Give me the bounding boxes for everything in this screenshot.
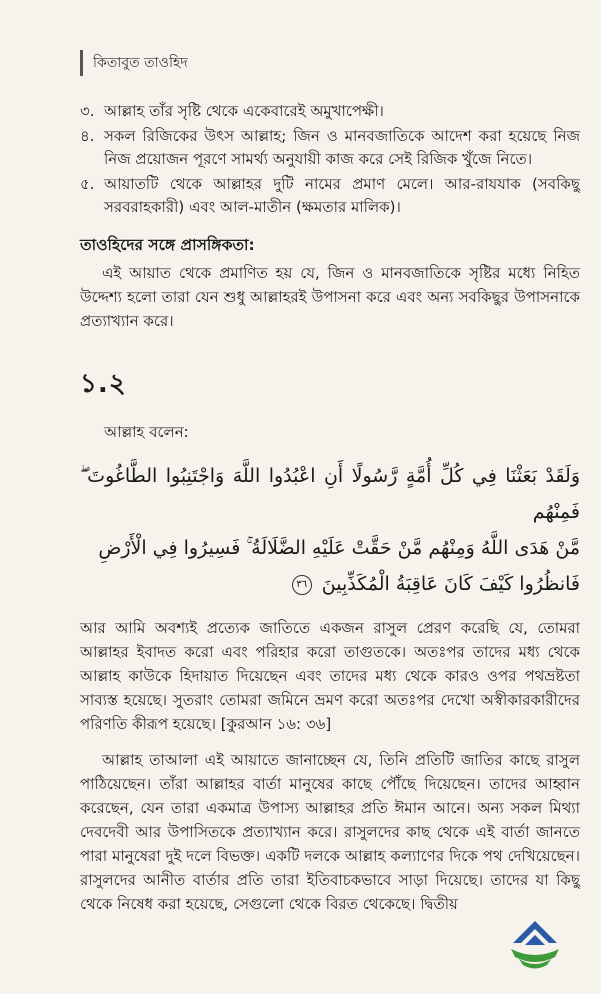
arabic-line-text: فَانظُرُوا كَيْفَ كَانَ عَاقِبَةُ الْمُكَذِّبِينَ	[321, 573, 580, 595]
list-marker: ৫.	[80, 175, 95, 193]
relevance-heading: তাওহিদের সঙ্গে প্রাসঙ্গিকতা:	[80, 236, 255, 254]
relevance-paragraph: এই আয়াত থেকে প্রমাণিত হয় যে, জিন ও মানবজাতিকে সৃষ্টির মধ্যে নিহিত উদ্দেশ্য হলো তারা যেন শুধু আল্লাহরই উপাসনা করে এবং অন্য সবকিছুর উপাসনাকে প্রত্যাখ্যান করে।	[80, 264, 580, 330]
page-content	[80, 100, 580, 916]
list-item-text: আল্লাহ তাঁর সৃষ্টি থেকে একেবারেই অমুখাপেক্ষী।	[104, 102, 384, 120]
verse-translation: আর আমি অবশ্যই প্রত্যেক জাতিতে একজন রাসুল প্রেরণ করেছি যে, তোমরা আল্লাহর ইবাদত করো এবং পরিহার করো তাগুতকে। অতঃপর তাদের মধ্য থেকে আল্লাহ কাউকে হিদায়াত দিয়েছেন এবং তাদের মধ্য থেকে কারও ওপর পথভ্রষ্টতা সাব্যস্ত হয়েছে। সুতরাং তোমরা জমিনে ভ্রমণ করো অতঃপর দেখো অস্বীকারকারীদের পরিণতি কীরূপ হয়েছে। [কুরআন ১৬: ৩৬]	[80, 619, 580, 733]
arabic-verse	[80, 458, 580, 602]
list-item	[80, 125, 580, 171]
arabic-line: مَّنْ هَدَى اللَّهُ وَمِنْهُم مَّنْ حَقَّتْ عَلَيْهِ الضَّلَالَةُ ۚ فَسِيرُوا فِي الْأَرْضِ	[98, 537, 580, 559]
list-marker: ৪.	[80, 127, 95, 145]
section-number: ১.২	[80, 369, 127, 399]
list-item	[80, 100, 580, 123]
ayah-number-marker: ٣٦	[292, 575, 312, 595]
verse-intro: আল্লাহ বলেন:	[104, 423, 189, 441]
list-item-text: আয়াতটি থেকে আল্লাহর দুটি নামের প্রমাণ মেলে। আর-রাযযাক (সবকিছু সরবরাহকারী) এবং আল-মাতীন (ক্ষমতার মালিক)।	[104, 175, 580, 216]
publisher-logo-icon	[505, 915, 565, 975]
list-marker: ৩.	[80, 102, 95, 120]
running-head: কিতাবুত তাওহিদ	[80, 50, 188, 76]
list-item-text: সকল রিজিকের উৎস আল্লাহ; জিন ও মানবজাতিকে আদেশ করা হয়েছে নিজ নিজ প্রয়োজন পূরণে সামর্থ্য অনুযায়ী কাজ করে সেই রিজিক খুঁজে নিতে।	[104, 127, 580, 168]
numbered-list	[80, 100, 580, 219]
explanation-paragraph: আল্লাহ তাআলা এই আয়াতে জানাচ্ছেন যে, তিনি প্রতিটি জাতির কাছে রাসুল পাঠিয়েছেন। তাঁরা আল্লাহর বার্তা মানুষের কাছে পৌঁছে দিয়েছেন। তাদের আহ্বান করেছেন, যেন তারা একমাত্র উপাস্য আল্লাহর প্রতি ঈমান আনে। অন্য সকল মিথ্যা দেবদেবী আর উপাসিতকে প্রত্যাখ্যান করে। রাসুলদের কাছ থেকে এই বার্তা জানতে পারা মানুষেরা দুই দলে বিভক্ত। একটি দলকে আল্লাহ কল্যাণের দিকে পথ দেখিয়েছেন। রাসুলদের আনীত বার্তার প্রতি তারা ইতিবাচকভাবে সাড়া দিয়েছে। তাদের যা কিছু থেকে নিষেধ করা হয়েছে, সেগুলো থেকে বিরত থেকেছে। দ্বিতীয়	[80, 751, 580, 913]
list-item	[80, 173, 580, 219]
arabic-line	[80, 566, 580, 602]
arabic-line: وَلَقَدْ بَعَثْنَا فِي كُلِّ أُمَّةٍ رَّسُولًا أَنِ اعْبُدُوا اللَّهَ وَاجْتَنِبُوا الطَّاغُوتَ ۖ فَمِنْهُم	[80, 465, 580, 523]
